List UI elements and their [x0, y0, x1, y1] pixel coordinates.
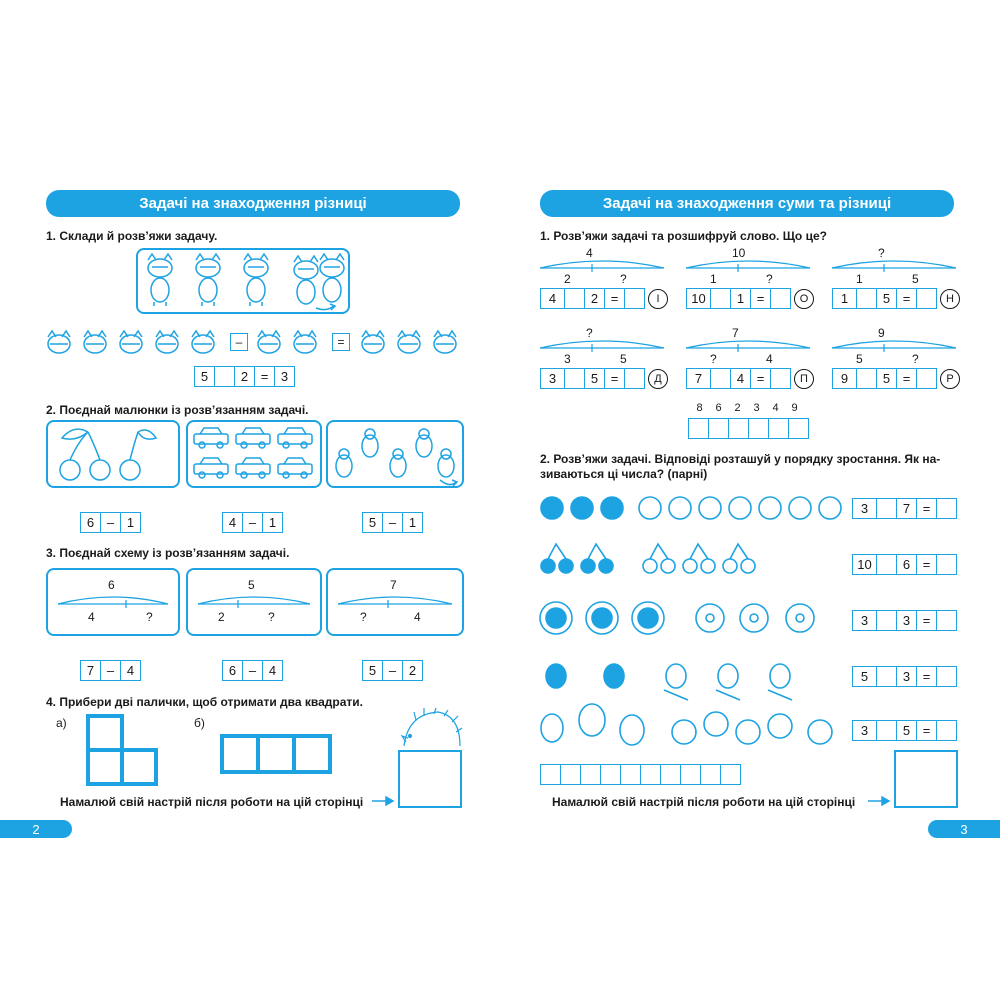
problem-total: 10	[732, 246, 746, 260]
problem-part: ?	[710, 352, 717, 366]
decode-number: 2	[734, 402, 741, 414]
answer-cell: 4	[541, 289, 565, 308]
answer-cell: 1	[731, 289, 751, 308]
answer-cell: 5	[877, 369, 897, 388]
answer-cell: 5	[877, 289, 897, 308]
problem-total: 4	[586, 246, 593, 260]
problem-part: 4	[766, 352, 773, 366]
task2-answer-2[interactable]	[222, 512, 283, 533]
hedgehog-icon	[394, 708, 464, 752]
decode-number: 4	[772, 402, 779, 414]
decode-number: 9	[791, 402, 798, 414]
answer-cell: 3	[897, 667, 917, 686]
scheme-arc	[832, 326, 956, 360]
answer-cell	[711, 289, 731, 308]
answer-cell: 3	[541, 369, 565, 388]
problem-part: ?	[912, 352, 919, 366]
problem-part: 5	[856, 352, 863, 366]
letter-circle: Н	[940, 289, 960, 309]
answer-cell: 5	[853, 667, 877, 686]
page-number-text: 2	[32, 821, 40, 837]
problem-part: 5	[912, 272, 919, 286]
scheme-arc	[540, 326, 664, 360]
penguins-card	[326, 420, 464, 488]
right-task2-label-2: зиваються ці числа? (парні)	[540, 467, 708, 481]
word-cell	[689, 419, 709, 438]
cats-card	[136, 248, 350, 314]
answer-cell: 2	[235, 367, 255, 386]
order-cell	[641, 765, 661, 784]
answer-cell: 6	[897, 555, 917, 574]
answer-cell: 4	[731, 369, 751, 388]
left-task1-label: 1. Склади й розв’яжи задачу.	[46, 229, 218, 243]
answer-cell: =	[255, 367, 275, 386]
answer-cell: 1	[126, 515, 135, 530]
letter-circle: П	[794, 369, 814, 389]
sticks-puzzle-b[interactable]	[218, 732, 334, 776]
right-page-title: Задачі на знаходження суми та різниці	[540, 190, 954, 217]
scheme-part: 2	[218, 610, 225, 624]
scheme-arc	[686, 246, 810, 280]
answer-cell: 4	[126, 663, 135, 678]
scheme-card-2	[186, 568, 322, 636]
answer-cell: 1	[833, 289, 857, 308]
answer-cell: =	[605, 369, 625, 388]
right-mood-label: Намалюй свій настрій після роботи на цій сторінці	[552, 795, 856, 809]
letter-circle: І	[648, 289, 668, 309]
decode-problem	[540, 326, 664, 396]
word-cell	[769, 419, 789, 438]
task3-answer-3[interactable]	[362, 660, 423, 681]
order-cell	[681, 765, 701, 784]
scheme-part: ?	[268, 610, 275, 624]
answer-cell: 10	[853, 555, 877, 574]
word-cell	[789, 419, 808, 438]
cars-icon	[188, 422, 320, 486]
word-cell	[729, 419, 749, 438]
decode-word-cells[interactable]	[688, 418, 809, 439]
answer-cell: –	[383, 513, 403, 532]
answer-cell	[215, 367, 235, 386]
answer-cell: 6	[81, 513, 101, 532]
scheme-arc	[188, 570, 320, 634]
answer-cell: 3	[280, 369, 289, 384]
cherries-icon	[48, 422, 178, 486]
scheme-arc	[686, 326, 810, 360]
scheme-total: 7	[390, 578, 397, 592]
page-number-text: 3	[960, 821, 968, 837]
left-task3-label: 3. Поєднай схему із розв’язанням задачі.	[46, 546, 290, 560]
answer-cell: 5	[195, 367, 215, 386]
answer-cell	[937, 611, 956, 630]
problem-total: ?	[878, 246, 885, 260]
answer-cell: =	[605, 289, 625, 308]
scheme-part: ?	[360, 610, 367, 624]
problem-part: 2	[564, 272, 571, 286]
task2-answer-row[interactable]	[852, 498, 957, 519]
order-cell	[661, 765, 681, 784]
answer-cell	[937, 667, 956, 686]
answer-cell: =	[917, 499, 937, 518]
order-cell	[601, 765, 621, 784]
order-cell	[621, 765, 641, 784]
cats-illustration	[138, 250, 348, 312]
scheme-arc	[832, 246, 956, 280]
cat-heads-icons	[46, 329, 460, 355]
task1-answer[interactable]	[194, 366, 295, 387]
order-cell	[541, 765, 561, 784]
answer-cell	[937, 721, 956, 740]
right-task1-label: 1. Розв’яжи задачі та розшифруй слово. Що це?	[540, 229, 827, 243]
left-mood-label: Намалюй свій настрій після роботи на цій сторінці	[60, 795, 364, 809]
scheme-total: 6	[108, 578, 115, 592]
problem-cells[interactable]	[832, 368, 937, 389]
answer-cell	[857, 289, 877, 308]
right-page-number	[928, 820, 1000, 838]
answer-cell: 5	[897, 721, 917, 740]
task2-answer-row[interactable]	[852, 666, 957, 687]
answer-cell	[937, 499, 956, 518]
answer-cell	[625, 289, 644, 308]
problem-part: ?	[766, 272, 773, 286]
answer-cell	[771, 369, 790, 388]
answer-cell: 1	[268, 515, 277, 530]
answer-cell: –	[243, 513, 263, 532]
problem-total: 7	[732, 326, 739, 340]
answer-cell	[625, 369, 644, 388]
answer-cell	[877, 667, 897, 686]
answer-cell: =	[917, 667, 937, 686]
task2-answer-row[interactable]	[852, 610, 957, 631]
order-cell	[701, 765, 721, 784]
scheme-part: 4	[88, 610, 95, 624]
problem-part: 5	[620, 352, 627, 366]
task3-answer-2[interactable]	[222, 660, 283, 681]
problem-part: ?	[620, 272, 627, 286]
answer-cell: 10	[687, 289, 711, 308]
option-b-label: б)	[194, 716, 205, 730]
scheme-part: 4	[414, 610, 421, 624]
answer-cell: =	[751, 369, 771, 388]
letter-circle: Д	[648, 369, 668, 389]
problem-part: 1	[856, 272, 863, 286]
problem-part: 3	[564, 352, 571, 366]
decode-number: 3	[753, 402, 760, 414]
answer-cell	[877, 499, 897, 518]
sticks-puzzle-a[interactable]	[84, 712, 168, 788]
answer-cell: =	[917, 721, 937, 740]
answer-cell: 2	[585, 289, 605, 308]
task2-answer-row[interactable]	[852, 720, 957, 741]
order-cell	[581, 765, 601, 784]
word-cell	[749, 419, 769, 438]
answer-cell: 5	[363, 661, 383, 680]
answer-cell: –	[243, 661, 263, 680]
cat-heads-equation	[46, 329, 460, 355]
answer-cell: 3	[853, 499, 877, 518]
problem-total: ?	[586, 326, 593, 340]
answer-cell	[917, 289, 936, 308]
answer-cell: =	[751, 289, 771, 308]
answer-cell: –	[101, 513, 121, 532]
arrow-right-icon	[372, 796, 394, 806]
task2-answer-row[interactable]	[852, 554, 957, 575]
scheme-arc	[328, 570, 462, 634]
answer-cell	[565, 369, 585, 388]
answer-cell	[565, 289, 585, 308]
answer-cell	[877, 611, 897, 630]
decode-problem	[832, 326, 956, 396]
apples-icon	[541, 497, 841, 519]
left-task2-label: 2. Поєднай малюнки із розв’язанням задачі.	[46, 403, 309, 417]
right-task2-label-1: 2. Розв’яжи задачі. Відповіді розташуй у порядку зростання. Як на-	[540, 452, 941, 466]
scheme-card-1	[46, 568, 180, 636]
answer-cell: –	[101, 661, 121, 680]
problem-part: 1	[710, 272, 717, 286]
ascending-order-cells[interactable]	[540, 764, 741, 785]
task2-answer-1[interactable]	[80, 512, 141, 533]
answer-cell: 7	[687, 369, 711, 388]
answer-cell	[877, 721, 897, 740]
left-task4-label: 4. Прибери дві палички, щоб отримати два квадрати.	[46, 695, 363, 709]
scheme-arc	[48, 570, 178, 634]
right-mood-box[interactable]	[894, 750, 958, 808]
decode-problem	[832, 246, 956, 316]
answer-cell: =	[897, 369, 917, 388]
word-cell	[709, 419, 729, 438]
cars-card	[186, 420, 322, 488]
answer-cell	[711, 369, 731, 388]
answer-cell: 4	[223, 513, 243, 532]
answer-cell: =	[897, 289, 917, 308]
left-mood-box[interactable]	[398, 750, 462, 808]
answer-cell	[877, 555, 897, 574]
left-page-number	[0, 820, 72, 838]
problem-cells[interactable]	[686, 288, 791, 309]
minus-box: –	[230, 333, 248, 351]
answer-cell: –	[383, 661, 403, 680]
cherries-card	[46, 420, 180, 488]
answer-cell: 2	[408, 663, 417, 678]
task2-pictures	[538, 488, 838, 752]
scheme-total: 5	[248, 578, 255, 592]
option-a-label: а)	[56, 716, 67, 730]
letter-circle: О	[794, 289, 814, 309]
answer-cell: 3	[853, 721, 877, 740]
order-cell	[721, 765, 740, 784]
problem-cells[interactable]	[540, 288, 645, 309]
decode-numbers	[690, 402, 804, 414]
answer-cell: 4	[268, 663, 277, 678]
task2-answer-3[interactable]	[362, 512, 423, 533]
decode-problem	[540, 246, 664, 316]
answer-cell: 7	[897, 499, 917, 518]
answer-cell	[771, 289, 790, 308]
arrow-right-icon	[868, 796, 890, 806]
letter-circle: Р	[940, 369, 960, 389]
problem-cells[interactable]	[686, 368, 791, 389]
answer-cell: 5	[585, 369, 605, 388]
answer-cell: 9	[833, 369, 857, 388]
answer-cell	[937, 555, 956, 574]
answer-cell: 7	[81, 661, 101, 680]
scheme-part: ?	[146, 610, 153, 624]
answer-cell	[917, 369, 936, 388]
decode-problem	[686, 326, 810, 396]
problem-cells[interactable]	[832, 288, 937, 309]
answer-cell: =	[917, 555, 937, 574]
penguins-icon	[328, 422, 462, 486]
answer-cell: 3	[853, 611, 877, 630]
order-cell	[561, 765, 581, 784]
answer-cell	[857, 369, 877, 388]
scheme-card-3	[326, 568, 464, 636]
decode-number: 6	[715, 402, 722, 414]
answer-cell: 5	[363, 513, 383, 532]
answer-cell: 3	[897, 611, 917, 630]
scheme-arc	[540, 246, 664, 280]
equals-box: =	[332, 333, 350, 351]
problem-total: 9	[878, 326, 885, 340]
answer-cell: 1	[408, 515, 417, 530]
problem-cells[interactable]	[540, 368, 645, 389]
task3-answer-1[interactable]	[80, 660, 141, 681]
left-page-title: Задачі на знаходження різниці	[46, 190, 460, 217]
answer-cell: =	[917, 611, 937, 630]
answer-cell: 6	[223, 661, 243, 680]
decode-problem	[686, 246, 810, 316]
decode-number: 8	[696, 402, 703, 414]
